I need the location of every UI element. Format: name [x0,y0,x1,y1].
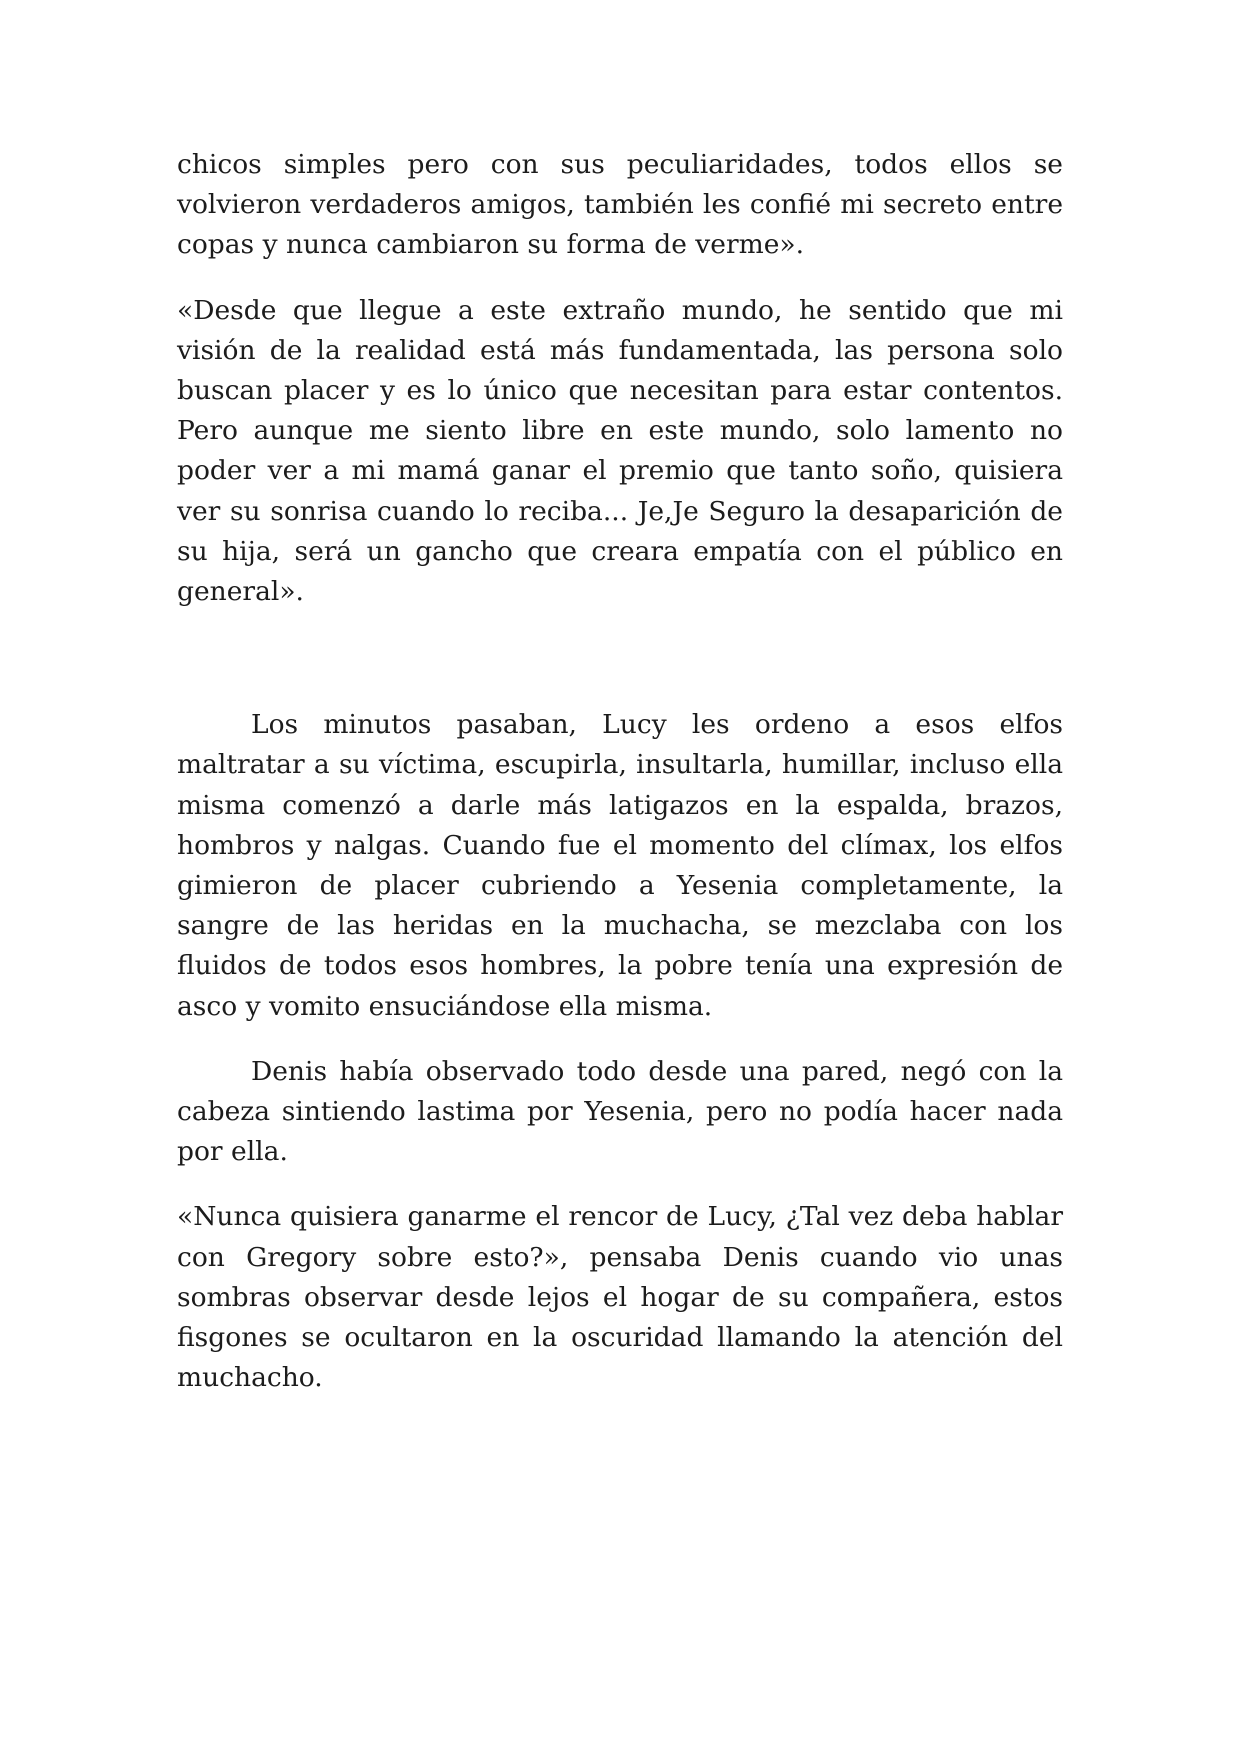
paragraph-1: chicos simples pero con sus peculiaridades, todos ellos se volvieron verdaderos amigos, también les confié mi secreto entre copas y nunca cambiaron su forma de verme». [177,149,1063,261]
body-text [177,145,1063,1398]
paragraph-3: Los minutos pasaban, Lucy les ordeno a esos elfos maltratar a su víctima, escupirla, insultarla, humillar, incluso ella misma comenzó a darle más latigazos en la espalda, brazos, hombros y nalgas. Cuando fue el momento del clímax, los elfos gimieron de placer cubriendo a Yesenia completamente, la sangre de las heridas en la muchacha, se mezclaba con los fluidos de todos esos hombres, la pobre tenía una expresión de asco y vomito ensuciándose ella misma. [177,709,1063,1022]
paragraph-2: «Desde que llegue a este extraño mundo, he sentido que mi visión de la realidad está más fundamentada, las persona solo buscan placer y es lo único que necesitan para estar contentos. Pero aunque me siento libre en este mundo, solo lamento no poder ver a mi mamá ganar el premio que tanto soño, quisiera ver su sonrisa cuando lo reciba... Je,Je Seguro la desaparición de su hija, será un gancho que creara empatía con el público en general». [177,294,1063,608]
paragraph-4: Denis había observado todo desde una pared, negó con la cabeza sintiendo lastima por Yesenia, pero no podía hacer nada por ella. [177,1055,1063,1168]
paragraph-5: «Nunca quisiera ganarme el rencor de Lucy, ¿Tal vez deba hablar con Gregory sobre esto?», pensaba Denis cuando vio unas sombras observar desde lejos el hogar de su compañera, estos fisgones se ocultaron en la oscuridad llamando la atención del muchacho. [177,1201,1063,1394]
